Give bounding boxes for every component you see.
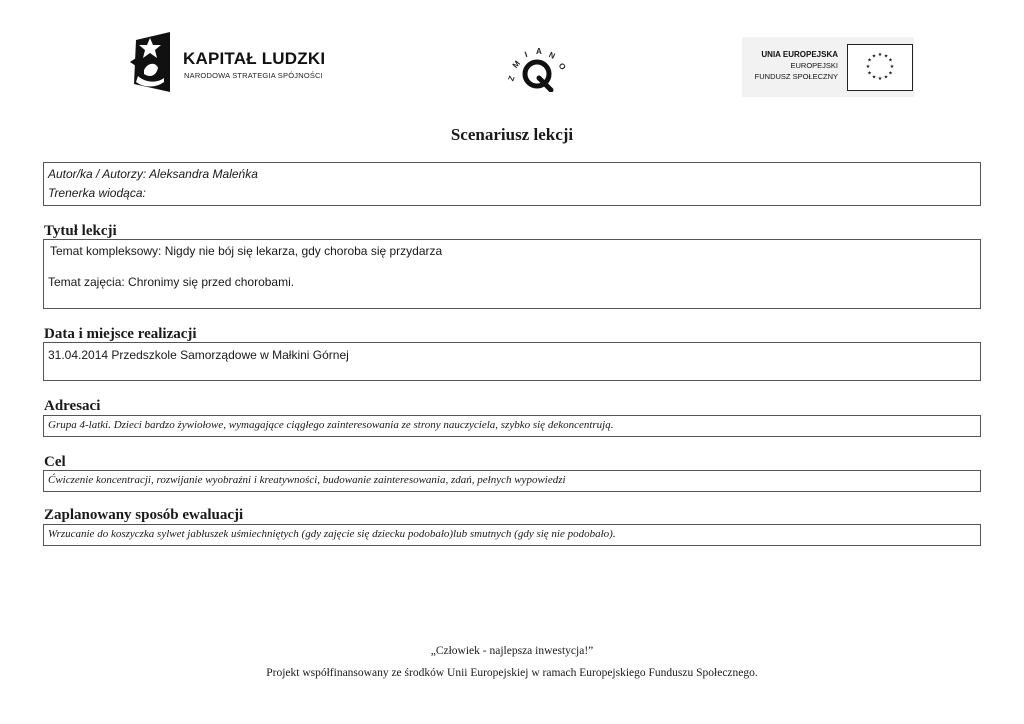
eu-stars-icon (848, 45, 912, 90)
recipients-line: Grupa 4-latki. Dzieci bardzo żywiołowe, wymagające ciągłego zainteresowania ze strony nauczyciela, szybko się dekoncentrują. (48, 419, 614, 431)
kapital-ludzki-subtitle: NARODOWA STRATEGIA SPÓJNOŚCI (184, 71, 323, 80)
topic-complex-line: Temat kompleksowy: Nigdy nie bój się lekarza, gdy choroba się przydarza (50, 244, 443, 258)
kapital-ludzki-title: KAPITAŁ LUDZKI (183, 49, 326, 68)
eu-line-2: EUROPEJSKI (790, 61, 838, 70)
section-heading-goal: Cel (44, 454, 66, 470)
section-heading-evaluation: Zaplanowany sposób ewaluacji (44, 507, 244, 523)
zmiano-letter: A (536, 47, 542, 56)
svg-text:★: ★ (888, 57, 893, 64)
author-box (43, 162, 981, 206)
zmiano-letter: M (510, 59, 522, 70)
zmiano-letter: I (523, 49, 529, 60)
footer-slogan: „Człowiek - najlepsza inwestycja!” (430, 645, 594, 657)
footer-funding: Projekt współfinansowany ze środków Unii Europejskiej w ramach Europejskiego Funduszu Społecznego. (266, 667, 758, 679)
trainer-line: Trenerka wiodąca: (48, 186, 146, 200)
svg-text:★: ★ (883, 74, 889, 81)
svg-text:★: ★ (877, 76, 883, 82)
page-title: Scenariusz lekcji (450, 125, 574, 144)
section-heading-date-place: Data i miejsce realizacji (44, 326, 197, 342)
kapital-ludzki-logo (130, 32, 330, 92)
eu-logo (742, 37, 914, 97)
svg-text:★: ★ (877, 52, 883, 58)
goal-line: Ćwiczenie koncentracji, rozwijanie wyobraźni i kreatywności, budowanie zainteresowania, zdań, pełnych wypowiedzi (48, 474, 566, 486)
eu-flag (847, 44, 913, 91)
svg-text:★: ★ (865, 64, 871, 70)
svg-text:★: ★ (867, 70, 872, 77)
eu-logo-text (755, 49, 838, 82)
zmiano-letter: Z (506, 74, 517, 83)
zmiano-q-icon (521, 58, 555, 92)
section-heading-recipients: Adresaci (44, 398, 101, 414)
kapital-ludzki-emblem-icon (130, 32, 170, 92)
zmiano-letter: O (556, 61, 568, 72)
eu-line-1: UNIA EUROPEJSKA (761, 50, 838, 59)
zmiano-logo (505, 40, 571, 92)
eu-line-3: FUNDUSZ SPOŁECZNY (754, 72, 838, 81)
recipients-box (43, 415, 981, 437)
svg-text:★: ★ (871, 53, 877, 60)
goal-box (43, 470, 981, 492)
evaluation-box (43, 524, 981, 546)
svg-text:★: ★ (867, 57, 872, 64)
evaluation-line: Wrzucanie do koszyczka sylwet jabłuszek uśmiechniętych (gdy zajęcie się dziecku podobało)lub smutnych (gdy się nie podobało). (48, 528, 616, 540)
svg-text:★: ★ (888, 70, 893, 77)
date-place-line: 31.04.2014 Przedszkole Samorządowe w Małkini Górnej (48, 348, 349, 362)
svg-text:★: ★ (889, 64, 895, 70)
title-box (43, 239, 981, 309)
section-heading-title: Tytuł lekcji (44, 223, 117, 239)
date-place-box (43, 342, 981, 381)
author-line: Autor/ka / Autorzy: Aleksandra Maleńka (48, 167, 258, 181)
topic-class-line: Temat zajęcia: Chronimy się przed chorobami. (48, 275, 295, 289)
zmiano-letter: N (547, 50, 557, 61)
svg-text:★: ★ (871, 74, 877, 81)
svg-text:★: ★ (883, 53, 889, 60)
